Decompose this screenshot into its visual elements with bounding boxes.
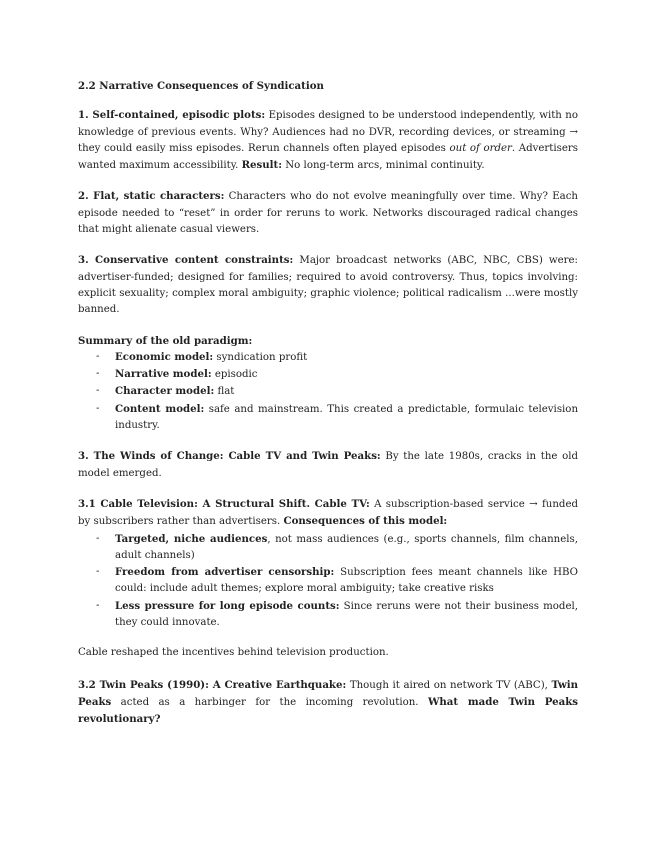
paragraph-content-constraints [78,252,578,318]
paragraph-text: Though it aired on network TV (ABC), [346,679,552,691]
list-item [78,531,578,565]
document-body [78,78,578,743]
paragraph-lead: 3. Conservative content constraints: [78,254,294,267]
list-item-text: , not mass audiences (e.g., sports channels, film channels, adult channels) [115,533,578,561]
paragraph-episodic-plots [78,107,578,174]
paragraph-text: By the late 1980s, cracks in the old model emerged. [78,451,578,479]
paragraph-winds-of-change [78,448,578,482]
list-item-label: Content model: [115,402,205,415]
paragraph-lead: 3.2 Twin Peaks (1990): A Creative Earthquake: [78,678,347,691]
list-item-text: Subscription fees meant channels like HBO could: include adult themes; explore moral ambiguity; take creative risks [115,567,578,595]
section-heading: 2.2 Narrative Consequences of Syndication [78,80,324,92]
list-item [78,401,578,435]
paragraph-cable-television [78,496,578,531]
paragraph-tail: What made Twin Peaks revolutionary? [78,695,578,726]
paragraph-tail: Consequences of this model: [283,515,448,528]
paragraph-lead: 3. The Winds of Change: Cable TV and Twin Peaks: [78,450,381,463]
list-item-text: Since reruns were not their business model, they could innovate. [115,600,578,629]
list-item-text: episodic [211,369,258,381]
paragraph-text: A subscription-based service → funded by subscribers rather than advertisers. [78,498,579,528]
paragraph-text: acted as a harbinger for the incoming revolution. [111,696,428,708]
list-item [78,383,578,400]
list-item-text: flat [214,386,235,398]
paragraph-text: Characters who do not evolve meaningfully over time. Why? Each episode needed to “reset” in order for reruns to work. Networks discouraged radical changes that might alienate casual viewers. [78,191,578,236]
list-item [78,366,578,383]
paragraph-text: . Advertisers wanted maximum accessibility. [78,142,579,172]
list-item [78,349,578,366]
list-item-label: Narrative model: [115,368,212,381]
paragraph-lead: 1. Self-contained, episodic plots: [78,109,266,122]
emphasis-text: out of order [449,142,512,154]
list-item-text: safe and mainstream. This created a predictable, formulaic television industry. [115,403,578,432]
cable-consequences-list [78,531,578,632]
result-label: Result: [241,159,283,172]
list-item-label: Less pressure for long episode counts: [115,599,340,612]
paragraph-text: No long-term arcs, minimal continuity. [282,160,485,172]
list-item-label: Targeted, niche audiences [115,532,268,545]
list-item-text: syndication profit [213,351,308,363]
list-item-label: Economic model: [115,350,214,363]
paragraph-text: Episodes designed to be understood independently, with no knowledge of previous events. Why? Audiences had no DVR, recording devices, or streaming → they could easily miss episodes. Rerun channels often played episodes [78,110,578,154]
paragraph-lead: 3.1 Cable Television: A Structural Shift. Cable TV: [78,497,370,510]
show-title: Twin Peaks [78,678,579,708]
list-item [78,598,578,632]
paragraph-lead: 2. Flat, static characters: [78,190,225,203]
paragraph-cable-incentives: Cable reshaped the incentives behind television production. [78,647,389,659]
list-item-label: Character model: [115,385,215,398]
paragraph-static-characters [78,188,578,238]
paragraph-text: Major broadcast networks (ABC, NBC, CBS) were: advertiser-funded; designed for families; required to avoid controversy. Thus, topics involving: explicit sexuality; complex moral ambiguity; graphic violence; political radicalism ...were mostly banned. [78,255,578,316]
summary-list [78,349,578,434]
list-item-label: Freedom from advertiser censorship: [115,566,335,579]
list-item [78,564,578,598]
paragraph-twin-peaks [78,677,578,729]
summary-heading: Summary of the old paradigm: [78,334,253,347]
